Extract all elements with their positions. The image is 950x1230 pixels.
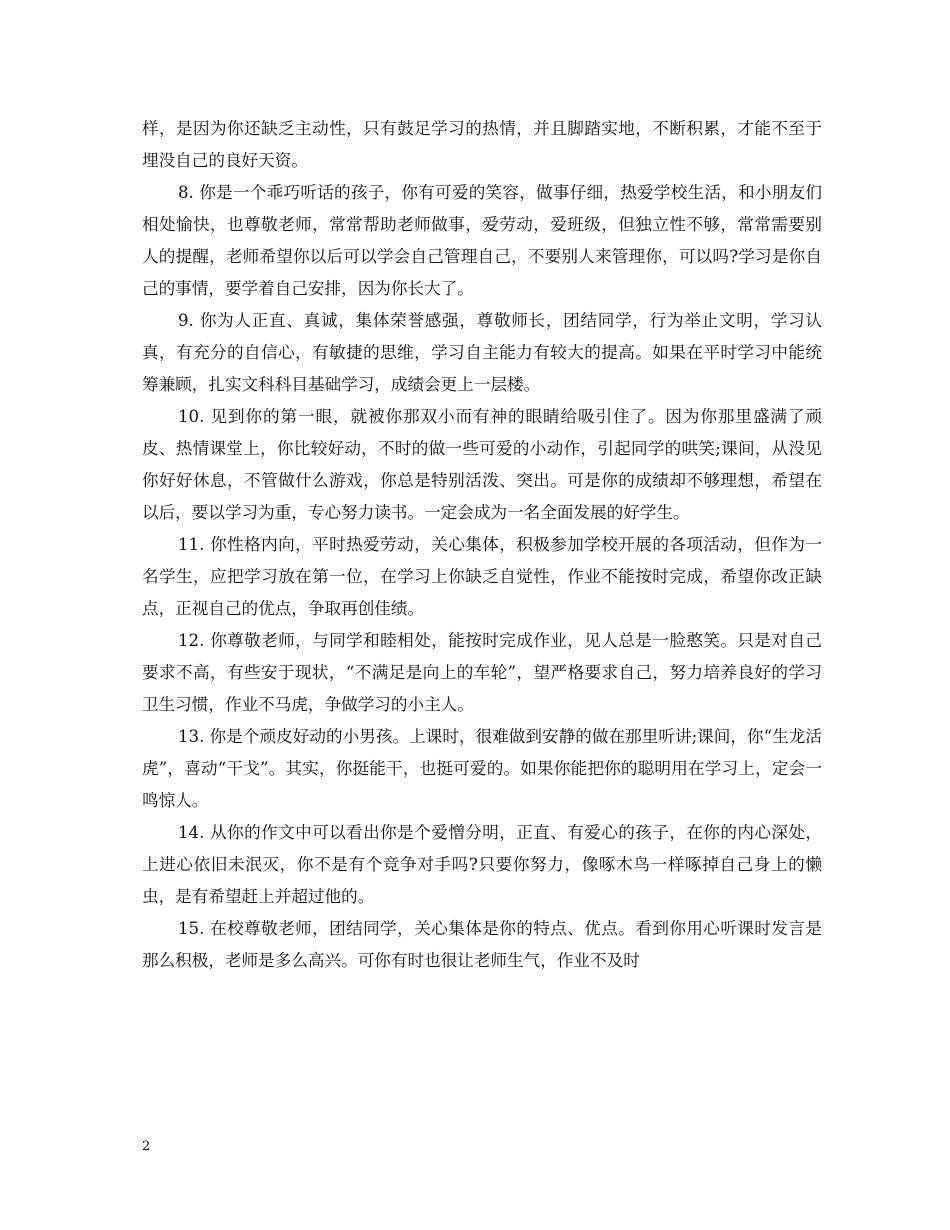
paragraph-item-13: 13. 你是个顽皮好动的小男孩。上课时，很难做到安静的做在那里听讲;课间，你“生龙活虎”，喜动“干戈”。其实，你挺能干，也挺可爱的。如果你能把你的聪明用在学习上，定会一鸣惊人。 (142, 727, 822, 810)
paragraph-item-8: 8. 你是一个乖巧听话的孩子，你有可爱的笑容，做事仔细，热爱学校生活，和小朋友们相处愉快，也尊敬老师，常常帮助老师做事，爱劳动，爱班级，但独立性不够，常常需要别人的提醒，老师希望你以后可以学会自己管理自己，不要别人来管理你，可以吗?学习是你自己的事情，要学着自己安排，因为你长大了。 (142, 183, 822, 298)
paragraph-item-12: 12. 你尊敬老师，与同学和睦相处，能按时完成作业，见人总是一脸憨笑。只是对自己要求不高，有些安于现状，“不满足是向上的车轮”，望严格要求自己，努力培养良好的学习卫生习惯，作业不马虎，争做学习的小主人。 (142, 631, 822, 714)
paragraph-item-15: 15. 在校尊敬老师，团结同学，关心集体是你的特点、优点。看到你用心听课时发言是那么积极，老师是多么高兴。可你有时也很让老师生气，作业不及时 (142, 919, 822, 970)
paragraph-item-9: 9. 你为人正直、真诚，集体荣誉感强，尊敬师长，团结同学，行为举止文明，学习认真，有充分的自信心，有敏捷的思维，学习自主能力有较大的提高。如果在平时学习中能统筹兼顾，扎实文科科目基础学习，成绩会更上一层楼。 (142, 311, 822, 394)
document-body (142, 113, 822, 977)
paragraph-item-14: 14. 从你的作文中可以看出你是个爱憎分明，正直、有爱心的孩子，在你的内心深处，上进心依旧未泯灭，你不是有个竞争对手吗?只要你努力，像啄木鸟一样啄掉自己身上的懒虫，是有希望赶上并超过他的。 (142, 823, 822, 906)
paragraph-item-11: 11. 你性格内向，平时热爱劳动，关心集体，积极参加学校开展的各项活动，但作为一名学生，应把学习放在第一位，在学习上你缺乏自觉性，作业不能按时完成，希望你改正缺点，正视自己的优点，争取再创佳绩。 (142, 535, 822, 618)
page-number: 2 (142, 1139, 151, 1154)
paragraph-item-10: 10. 见到你的第一眼，就被你那双小而有神的眼睛给吸引住了。因为你那里盛满了顽皮、热情课堂上，你比较好动，不时的做一些可爱的小动作，引起同学的哄笑;课间，从没见你好好休息，不管做什么游戏，你总是特别活泼、突出。可是你的成绩却不够理想，希望在以后，要以学习为重，专心努力读书。一定会成为一名全面发展的好学生。 (142, 407, 822, 522)
paragraph-continuation: 样，是因为你还缺乏主动性，只有鼓足学习的热情，并且脚踏实地，不断积累，才能不至于埋没自己的良好天资。 (142, 119, 822, 170)
